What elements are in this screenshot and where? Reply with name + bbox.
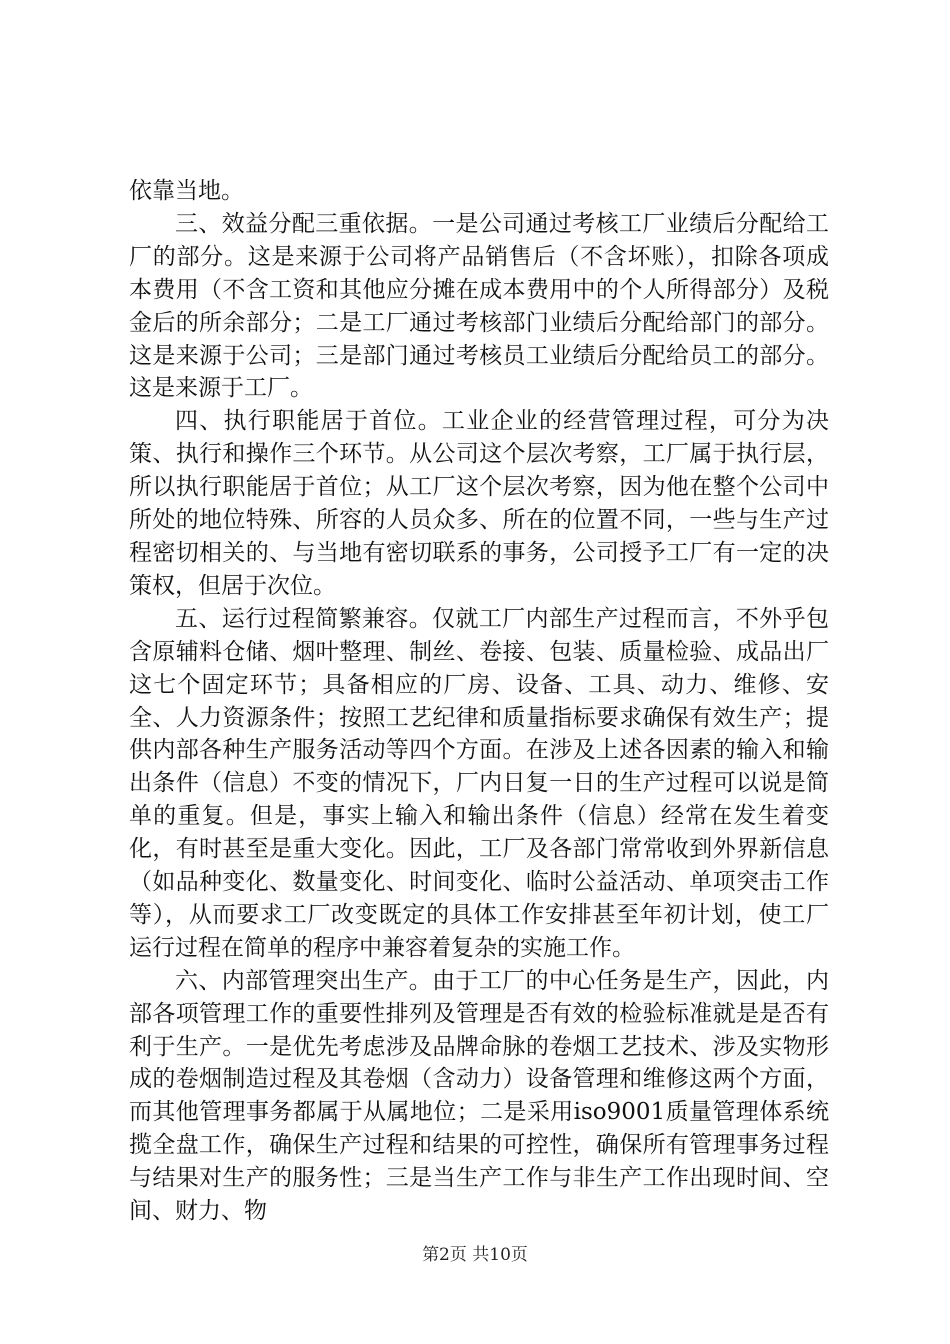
paragraph-continuation: 依靠当地。 xyxy=(129,178,244,204)
paragraph-section-six: 六、内部管理突出生产。由于工厂的中心任务是生产，因此，内部各项管理工作的重要性排列及管理是否有效的检验标准就是是否有利于生产。一是优先考虑涉及品牌命脉的卷烟工艺技术、涉及实物形成的卷烟制造过程及其卷烟（含动力）设备管理和维修这两个方面，而其他管理事务都属于从属地位；二是采用iso9001质量管理体系统揽全盘工作，确保生产过程和结果的可控性，确保所有管理事务过程与结果对生产的服务性；三是当生产工作与非生产工作出现时间、空间、财力、物 xyxy=(129,967,829,1225)
paragraph-section-four: 四、执行职能居于首位。工业企业的经营管理过程，可分为决策、执行和操作三个环节。从公司这个层次考察，工厂属于执行层，所以执行职能居于首位；从工厂这个层次考察，因为他在整个公司中所处的地位特殊、所容的人员众多、所在的位置不同，一些与生产过程密切相关的、与当地有密切联系的事务，公司授予工厂有一定的决策权，但居于次位。 xyxy=(129,408,829,599)
document-body xyxy=(129,175,829,1228)
page-number-footer: 第2页 共10页 xyxy=(422,1245,528,1265)
paragraph-section-three: 三、效益分配三重依据。一是公司通过考核工厂业绩后分配给工厂的部分。这是来源于公司将产品销售后（不含坏账），扣除各项成本费用（不含工资和其他应分摊在成本费用中的个人所得部分）及税金后的所余部分；二是工厂通过考核部门业绩后分配给部门的部分。这是来源于公司；三是部门通过考核员工业绩后分配给员工的部分。这是来源于工厂。 xyxy=(129,210,829,402)
paragraph-section-five: 五、运行过程简繁兼容。仅就工厂内部生产过程而言，不外乎包含原辅料仓储、烟叶整理、制丝、卷接、包装、质量检验、成品出厂这七个固定环节；具备相应的厂房、设备、工具、动力、维修、安全、人力资源条件；按照工艺纪律和质量指标要求确保有效生产；提供内部各种生产服务活动等四个方面。在涉及上述各因素的输入和输出条件（信息）不变的情况下，厂内日复一日的生产过程可以说是简单的重复。但是，事实上输入和输出条件（信息）经常在发生着变化，有时甚至是重大变化。因此，工厂及各部门常常收到外界新信息（如品种变化、数量变化、时间变化、临时公益活动、单项突击工作等），从而要求工厂改变既定的具体工作安排甚至年初计划，使工厂运行过程在简单的程序中兼容着复杂的实施工作。 xyxy=(129,605,829,961)
